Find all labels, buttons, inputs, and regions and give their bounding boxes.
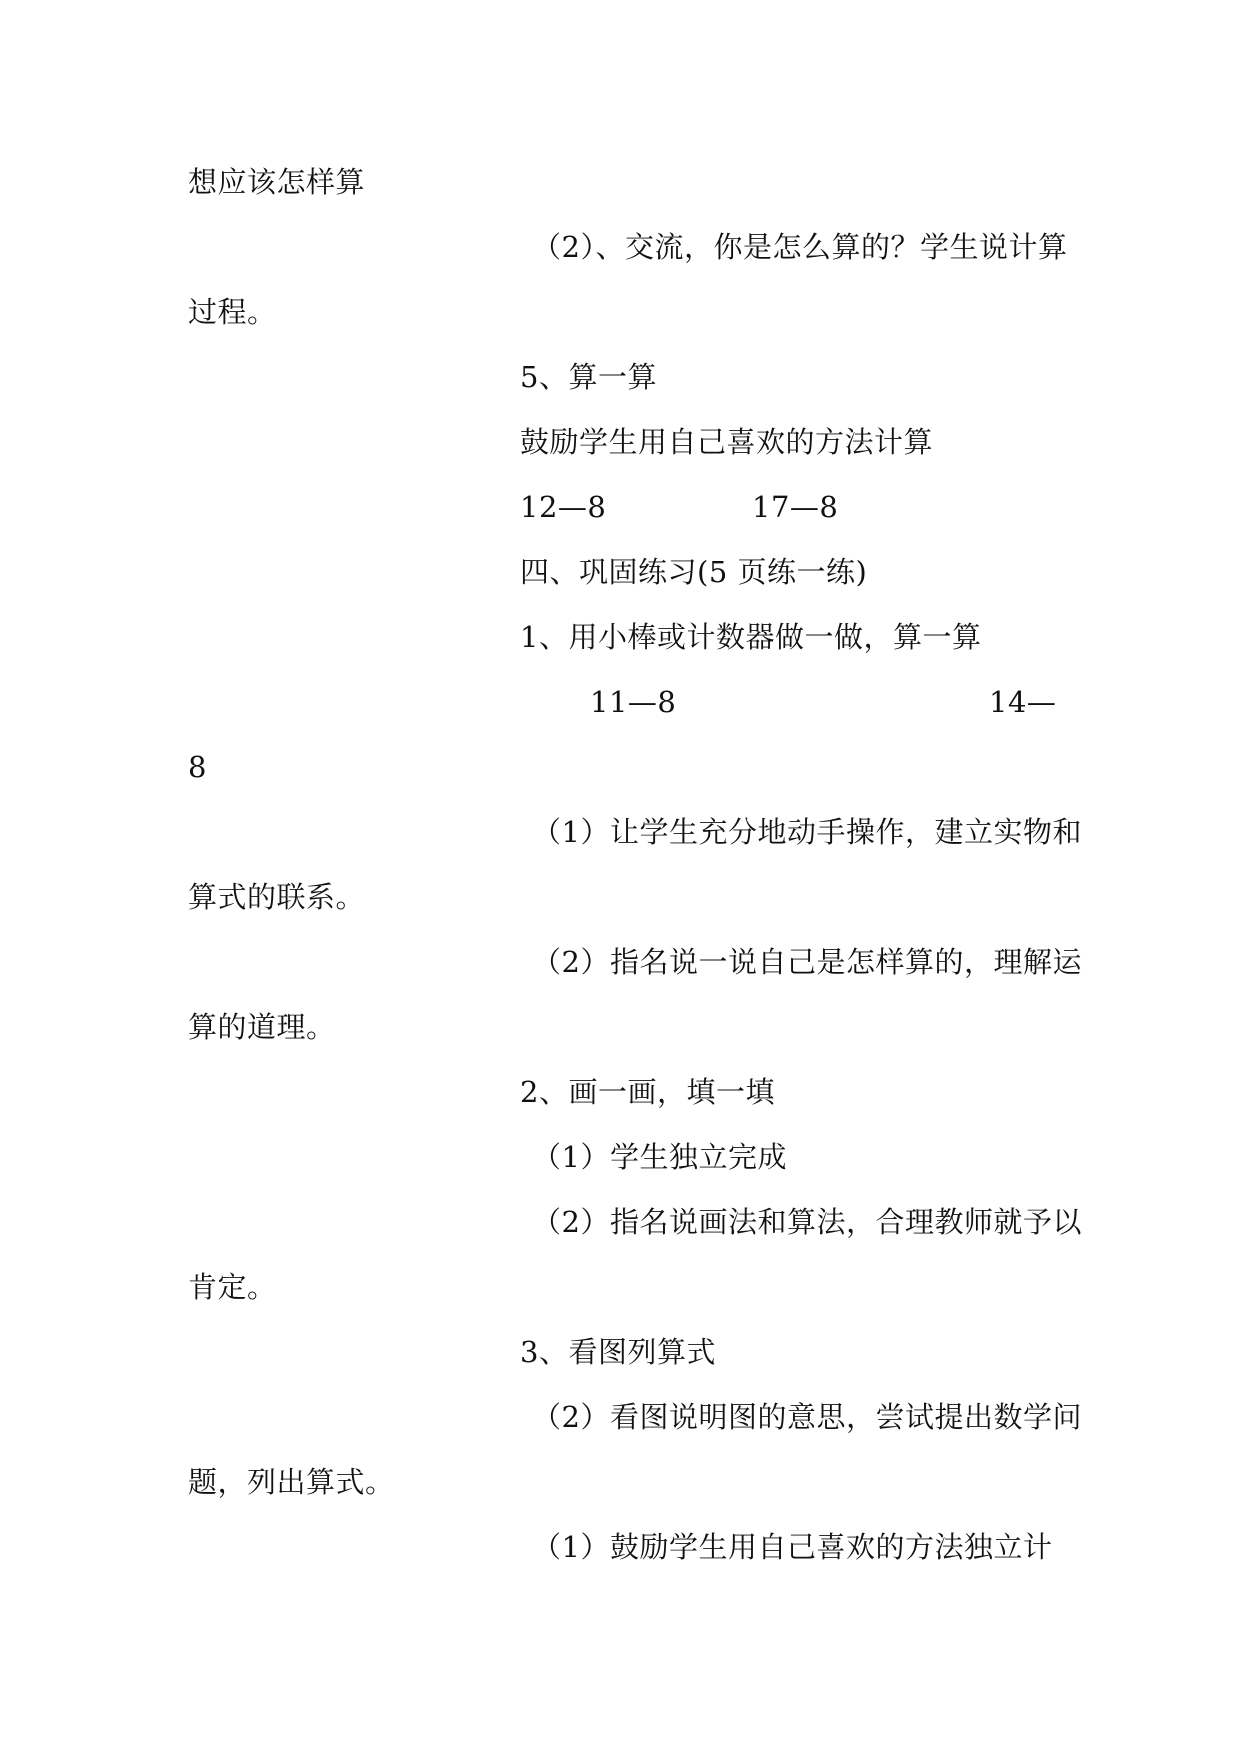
text-line: 题，列出算式。 <box>188 1465 395 1499</box>
text-line: 17—8 <box>752 490 839 524</box>
text-line: （1）鼓励学生用自己喜欢的方法独立计 <box>532 1530 1053 1564</box>
text-line: 11—8 <box>590 685 677 719</box>
text-line: （1）让学生充分地动手操作，建立实物和 <box>532 815 1082 849</box>
text-line: 算式的联系。 <box>188 880 366 914</box>
text-line: 1、用小棒或计数器做一做，算一算 <box>520 620 982 654</box>
text-line: （2）指名说画法和算法，合理教师就予以 <box>532 1205 1082 1239</box>
text-line: 14— <box>989 685 1057 719</box>
text-line: （2）指名说一说自己是怎样算的，理解运 <box>532 945 1082 979</box>
text-line: 8 <box>188 750 207 784</box>
text-line: （2）、交流，你是怎么算的？学生说计算 <box>532 230 1068 264</box>
text-line: 四、巩固练习(5 页练一练) <box>520 555 868 589</box>
text-line: 肯定。 <box>188 1270 277 1304</box>
text-line: 12—8 <box>520 490 607 524</box>
text-line: 鼓励学生用自己喜欢的方法计算 <box>520 425 934 459</box>
text-line: 5、算一算 <box>520 360 657 394</box>
text-line: 3、看图列算式 <box>520 1335 716 1369</box>
text-line: 过程。 <box>188 295 277 329</box>
text-line: （2）看图说明图的意思，尝试提出数学问 <box>532 1400 1082 1434</box>
text-line: （1）学生独立完成 <box>532 1140 787 1174</box>
text-line: 算的道理。 <box>188 1010 336 1044</box>
text-line: 2、画一画，填一填 <box>520 1075 775 1109</box>
text-line: 想应该怎样算 <box>188 165 366 199</box>
